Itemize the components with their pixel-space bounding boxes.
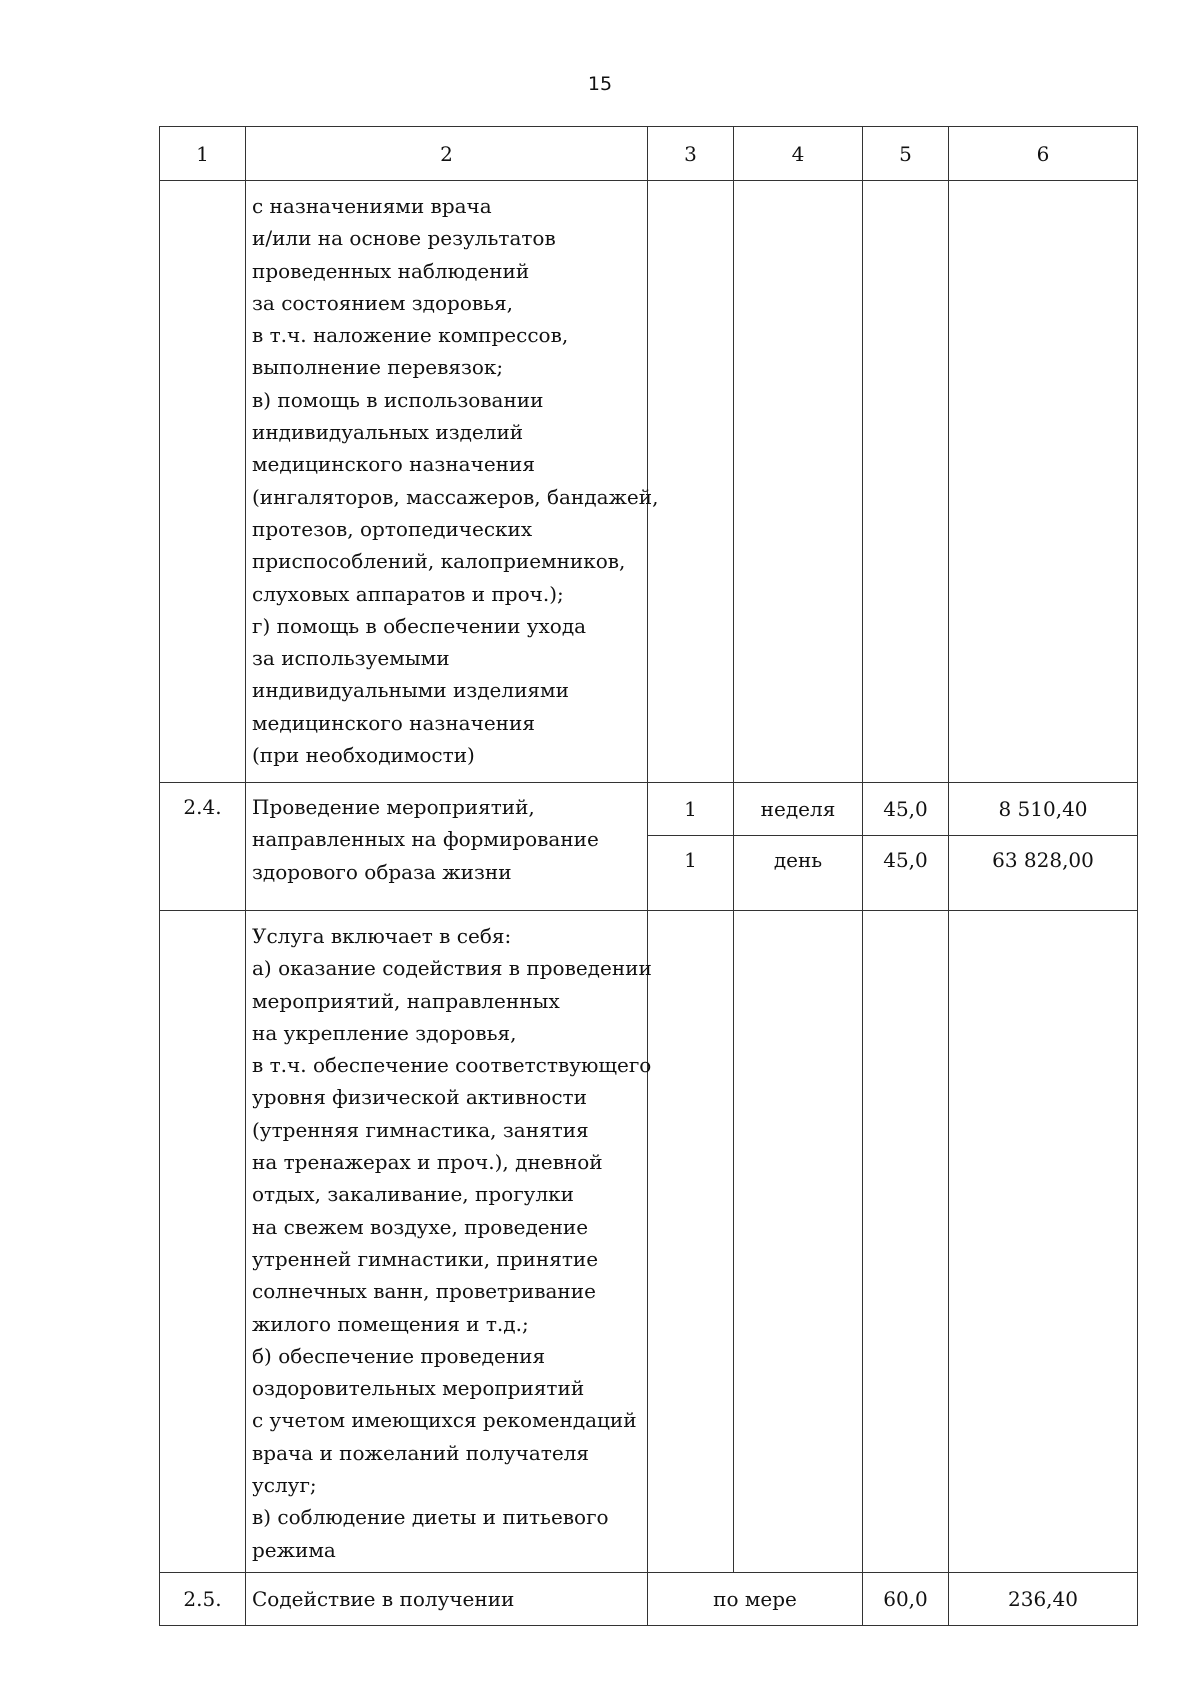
- text-line: жилого помещения и т.д.;: [252, 1311, 529, 1336]
- header-cell: 2: [246, 127, 648, 181]
- text-line: и/или на основе результатов: [252, 226, 556, 251]
- page-number: 15: [587, 73, 613, 95]
- services-table: [159, 126, 1138, 1626]
- period-cell: по мере: [648, 1573, 863, 1626]
- price-cell: 8 510,40: [949, 783, 1138, 836]
- text-line: здорового образа жизни: [252, 859, 512, 884]
- text-line: мероприятий, направленных: [252, 988, 560, 1013]
- text-line: б) обеспечение проведения: [252, 1343, 546, 1368]
- text-line: с учетом имеющихся рекомендаций: [252, 1408, 637, 1433]
- unit-cell: неделя: [734, 783, 863, 836]
- text-line: Проведение мероприятий,: [252, 795, 535, 819]
- text-line: отдых, закаливание, прогулки: [252, 1182, 574, 1207]
- text-line: за состоянием здоровья,: [252, 290, 513, 315]
- row-number: 2.5.: [160, 1573, 246, 1626]
- text-line: за используемыми: [252, 646, 450, 671]
- text-line: на тренажерах и проч.), дневной: [252, 1150, 603, 1175]
- text-line: в) соблюдение диеты и питьевого: [252, 1505, 609, 1530]
- description-row: [160, 911, 1138, 1573]
- text-line: индивидуальными изделиями: [252, 678, 569, 703]
- table-row-2-5: [160, 1573, 1138, 1626]
- text-line: (утренняя гимнастика, занятия: [252, 1117, 589, 1142]
- price-cell: 63 828,00: [949, 836, 1138, 911]
- text-line: направленных на формирование: [252, 827, 599, 852]
- text-line: в) помощь в использовании: [252, 387, 544, 412]
- service-title: Содействие в получении: [246, 1573, 648, 1626]
- text-line: (ингаляторов, массажеров, бандажей,: [252, 484, 659, 509]
- table-row-2-4: [160, 783, 1138, 836]
- time-cell: 45,0: [863, 836, 949, 911]
- text-line: проведенных наблюдений: [252, 258, 530, 283]
- text-line: утренней гимнастики, принятие: [252, 1246, 599, 1271]
- text-line: услуг;: [252, 1473, 317, 1498]
- text-line: с назначениями врача: [252, 194, 492, 218]
- text-line: медицинского назначения: [252, 452, 535, 477]
- service-description: [246, 911, 652, 1566]
- price-cell: 236,40: [949, 1573, 1138, 1626]
- text-line: в т.ч. наложение компрессов,: [252, 323, 569, 348]
- text-line: (при необходимости): [252, 743, 475, 768]
- header-row: [160, 127, 1138, 181]
- text-line: а) оказание содействия в проведении: [252, 956, 652, 981]
- time-cell: 60,0: [863, 1573, 949, 1626]
- qty-cell: 1: [648, 783, 734, 836]
- text-line: слуховых аппаратов и проч.);: [252, 581, 564, 606]
- text-line: на свежем воздухе, проведение: [252, 1214, 589, 1239]
- unit-cell: день: [734, 836, 863, 911]
- text-line: уровня физической активности: [252, 1085, 587, 1110]
- continuation-row: [160, 181, 1138, 783]
- text-line: приспособлений, калоприемников,: [252, 549, 626, 574]
- header-cell: 3: [648, 127, 734, 181]
- text-line: оздоровительных мероприятий: [252, 1376, 585, 1401]
- service-title: [246, 783, 647, 888]
- text-line: в т.ч. обеспечение соответствующего: [252, 1053, 652, 1078]
- header-cell: 5: [863, 127, 949, 181]
- text-line: медицинского назначения: [252, 710, 535, 735]
- row-number: 2.4.: [160, 783, 246, 911]
- text-line: врача и пожеланий получателя: [252, 1440, 589, 1465]
- text-line: режима: [252, 1537, 336, 1562]
- text-line: протезов, ортопедических: [252, 516, 533, 541]
- text-line: на укрепление здоровья,: [252, 1020, 517, 1045]
- text-line: Услуга включает в себя:: [252, 924, 512, 948]
- header-cell: 4: [734, 127, 863, 181]
- text-line: солнечных ванн, проветривание: [252, 1279, 596, 1304]
- text-line: г) помощь в обеспечении ухода: [252, 613, 587, 638]
- qty-cell: 1: [648, 836, 734, 911]
- header-cell: 6: [949, 127, 1138, 181]
- text-line: индивидуальных изделий: [252, 420, 524, 445]
- time-cell: 45,0: [863, 783, 949, 836]
- header-cell: 1: [160, 127, 246, 181]
- service-description: [246, 181, 659, 771]
- text-line: выполнение перевязок;: [252, 355, 504, 380]
